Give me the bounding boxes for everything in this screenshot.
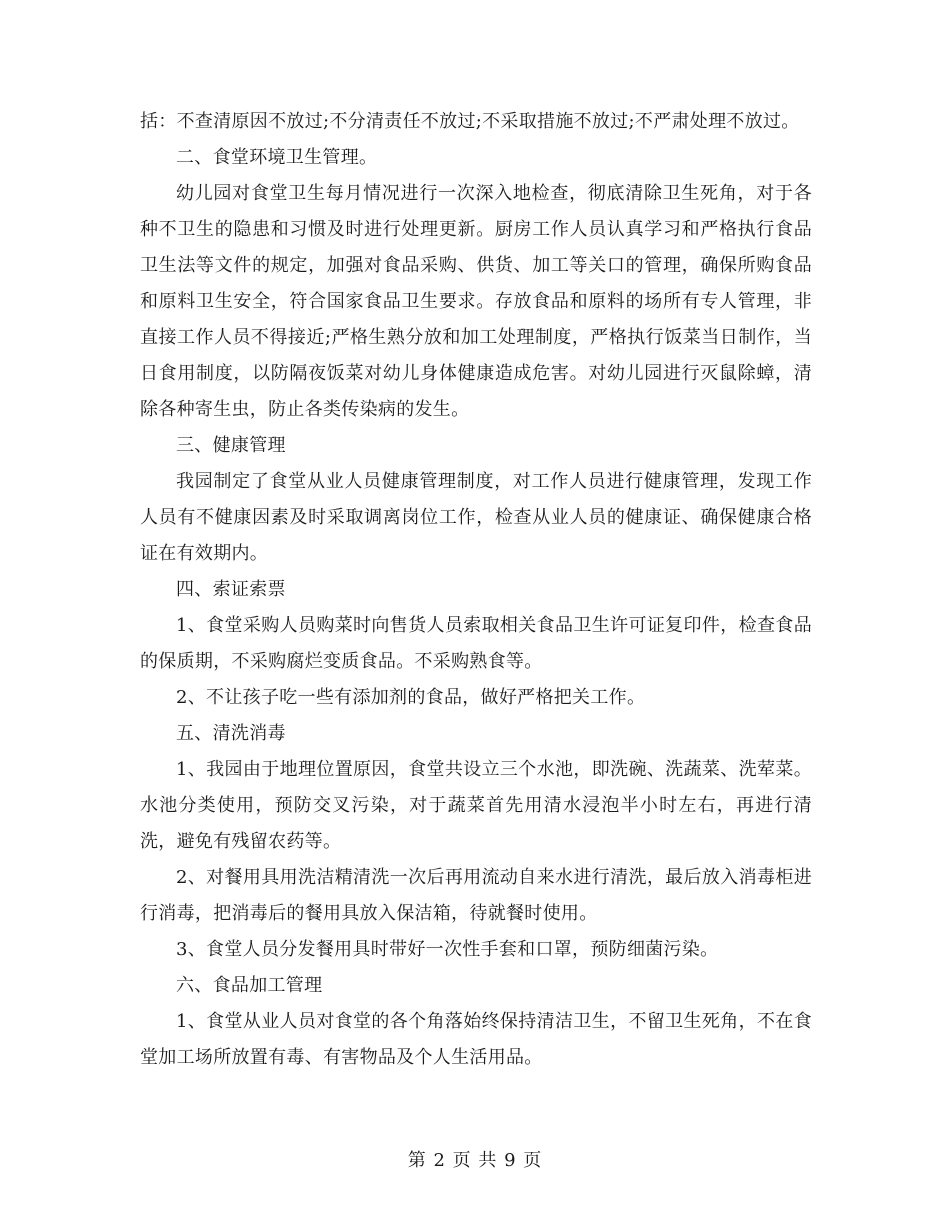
- paragraph-cleaning-1: 1、我园由于地理位置原因，食堂共设立三个水池，即洗碗、洗蔬菜、洗荤菜。水池分类使用，预防交叉污染，对于蔬菜首先用清水浸泡半小时左右，再进行清洗，避免有残留农药等。: [140, 759, 812, 852]
- section-heading-environment: 二、食堂环境卫生管理。: [176, 147, 378, 168]
- paragraph-continuation: 括：不查清原因不放过;不分清责任不放过;不采取措施不放过;不严肃处理不放过。: [140, 111, 800, 132]
- paragraph-environment: 幼儿园对食堂卫生每月情况进行一次深入地检查，彻底清除卫生死角，对于各种不卫生的隐患和习惯及时进行处理更新。厨房工作人员认真学习和严格执行食品卫生法等文件的规定，加强对食品采购、供货、加工等关口的管理，确保所购食品和原料卫生安全，符合国家食品卫生要求。存放食品和原料的场所有专人管理，非直接工作人员不得接近;严格生熟分放和加工处理制度，严格执行饭菜当日制作，当日食用制度，以防隔夜饭菜对幼儿身体健康造成危害。对幼儿园进行灭鼠除蟑，清除各种寄生虫，防止各类传染病的发生。: [140, 183, 812, 420]
- section-heading-certificates: 四、索证索票: [176, 579, 286, 600]
- paragraph-cleaning-3: 3、食堂人员分发餐用具时带好一次性手套和口罩，预防细菌污染。: [176, 939, 719, 960]
- paragraph-certificates-1: 1、食堂采购人员购菜时向售货人员索取相关食品卫生许可证复印件，检查食品的保质期，不采购腐烂变质食品。不采购熟食等。: [140, 615, 812, 672]
- paragraph-certificates-2: 2、不让孩子吃一些有添加剂的食品，做好严格把关工作。: [176, 687, 646, 708]
- section-heading-cleaning: 五、清洗消毒: [176, 723, 286, 744]
- section-heading-health: 三、健康管理: [176, 435, 286, 456]
- paragraph-cleaning-2: 2、对餐用具用洗洁精清洗一次后再用流动自来水进行清洗，最后放入消毒柜进行消毒，把消毒后的餐用具放入保洁箱，待就餐时使用。: [140, 867, 812, 924]
- paragraph-processing-1: 1、食堂从业人员对食堂的各个角落始终保持清洁卫生，不留卫生死角，不在食堂加工场所放置有毒、有害物品及个人生活用品。: [140, 1011, 812, 1068]
- document-body: [140, 104, 812, 1076]
- section-heading-processing: 六、食品加工管理: [176, 975, 323, 996]
- paragraph-health: 我园制定了食堂从业人员健康管理制度，对工作人员进行健康管理，发现工作人员有不健康因素及时采取调离岗位工作，检查从业人员的健康证、确保健康合格证在有效期内。: [140, 471, 812, 564]
- page-number-footer: 第 2 页 共 9 页: [407, 1150, 543, 1171]
